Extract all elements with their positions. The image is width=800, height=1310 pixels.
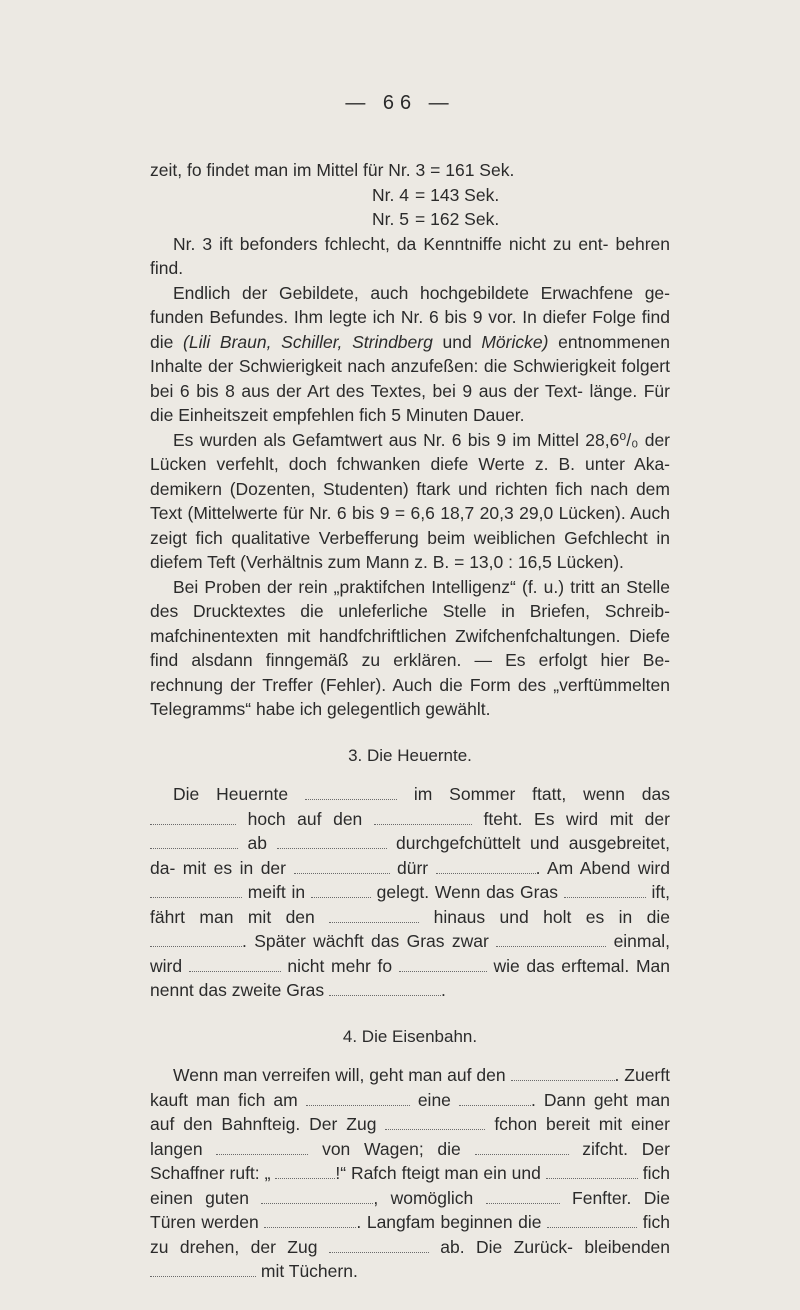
s4-w19: bleibenden xyxy=(584,1236,671,1257)
section-3-heading: 3. Die Heuernte. xyxy=(348,745,472,765)
s3-w4: fteht. Es wird mit der xyxy=(483,808,670,829)
s3-blank-3[interactable] xyxy=(374,812,472,825)
intro-row-3-eq: = xyxy=(415,209,426,229)
intro-row-1-nr: Nr. 3 xyxy=(388,160,426,180)
s3-w2: im Sommer ftatt, wenn das xyxy=(413,784,670,804)
s4-blank-9[interactable] xyxy=(261,1191,373,1204)
s4-w17: fich zu drehen, der Zug xyxy=(150,1212,671,1257)
s3-blank-15[interactable] xyxy=(399,959,487,972)
s3-blank-13[interactable] xyxy=(496,934,606,947)
s3-w12: ift, fährt man mit den xyxy=(150,882,670,927)
s4-blank-8[interactable] xyxy=(546,1166,638,1179)
s4-w3: Zuerft kauft man fich am xyxy=(150,1065,670,1110)
s4-w15: Fenfter. Die Türen werden xyxy=(150,1187,670,1232)
s4-blank-13[interactable] xyxy=(329,1240,429,1253)
intro-row-3-val: 162 Sek. xyxy=(430,209,500,229)
s4-blank-4[interactable] xyxy=(385,1117,485,1130)
s4-w11: Der Schaffner ruft: „ xyxy=(150,1138,670,1183)
paragraph-2-moricke: Möricke) xyxy=(481,331,549,352)
s3-w8: dürr xyxy=(397,857,429,878)
s4-w1: Wenn man verreifen will, geht man auf den xyxy=(173,1065,506,1085)
intro-row-3-nr: Nr. 5 xyxy=(372,209,409,229)
text-body xyxy=(150,158,670,1284)
paragraph-2 xyxy=(150,281,670,428)
intro-prefix: zeit, fo findet man im Mittel für xyxy=(150,160,384,180)
s4-blank-1[interactable] xyxy=(511,1068,615,1081)
s3-w14: . Später wächft das Gras zwar xyxy=(242,931,489,951)
s3-w10: meift in xyxy=(247,882,306,902)
s4-w13: fich einen guten xyxy=(150,1163,670,1208)
intro-line xyxy=(150,158,670,183)
s3-blank-5[interactable] xyxy=(277,836,387,849)
s3-blank-12[interactable] xyxy=(150,934,242,947)
intro-row-2-eq: = xyxy=(415,184,426,205)
s3-w3: hoch auf den xyxy=(247,808,363,829)
s3-blank-2[interactable] xyxy=(150,812,236,825)
s3-blank-16[interactable] xyxy=(329,983,441,996)
s4-blank-6[interactable] xyxy=(475,1142,569,1155)
s3-w11: gelegt. Wenn das Gras xyxy=(376,882,558,902)
s4-w18: ab. Die Zurück- xyxy=(440,1236,573,1257)
s3-blank-11[interactable] xyxy=(329,910,419,923)
section-4-cloze xyxy=(150,1063,670,1284)
s4-w6: geht man auf den Bahnfteig. Der Zug xyxy=(150,1089,670,1134)
s3-blank-7[interactable] xyxy=(436,861,536,874)
s3-blank-14[interactable] xyxy=(189,959,281,972)
s4-blank-7[interactable] xyxy=(275,1166,335,1179)
intro-row-2-nr: Nr. 4 xyxy=(372,184,409,205)
intro-row-1-val: 161 Sek. xyxy=(445,160,515,180)
s3-w6: durchgefchüttelt und ausgebreitet, da- xyxy=(150,833,670,878)
s4-w14: , womöglich xyxy=(373,1187,474,1208)
s4-w7: fchon bereit xyxy=(494,1114,590,1134)
intro-row-1-eq: = xyxy=(430,160,441,180)
s3-w7: mit es in der xyxy=(182,857,286,878)
s4-blank-5[interactable] xyxy=(216,1142,308,1155)
s3-w9: . Am Abend wird xyxy=(535,857,670,878)
intro-row-2 xyxy=(150,183,670,208)
s4-blank-3[interactable] xyxy=(459,1093,531,1106)
s4-blank-11[interactable] xyxy=(264,1215,356,1228)
paragraph-4: Bei Proben der rein „praktifchen Intelligenz“ (f. u.) tritt an Stelle des Drucktextes die unleferliche Stelle in Briefen, Schreib- mafchinentexten mit handfchriftlichen Zwifchenfchaltungen. Diefe find alsdann finngemäß zu erklären. — Es erfolgt hier Be- rechnung der Treffer (Fehler). Auch die Form des „verftümmelten Telegramms“ habe ich gelegentlich gewählt. xyxy=(150,576,670,719)
s3-w19: Man nennt das zweite Gras xyxy=(150,955,670,1000)
paragraph-3: Es wurden als Gefamtwert aus Nr. 6 bis 9 im Mittel 28,6⁰/₀ der Lücken verfehlt, doch fchwanken diefe Werte z. B. unter Aka- demikern (Dozenten, Studenten) ftark und richten fich nach dem Text (Mittelwerte für Nr. 6 bis 9 = 6,6 18,7 20,3 29,0 Lücken). Auch zeigt fich qualitative Verbefferung beim weiblichen Gefchlecht in diefem Teft (Verhältnis zum Mann z. B. = 13,0 : 16,5 Lücken). xyxy=(150,429,670,572)
paragraph-2-names: (Lili Braun, Schiller, Strindberg xyxy=(183,331,433,352)
s3-blank-10[interactable] xyxy=(564,885,646,898)
paragraph-2-und: und xyxy=(432,331,482,352)
s3-blank-6[interactable] xyxy=(294,861,390,874)
s3-w15: einmal, xyxy=(613,931,670,951)
s3-w13: hinaus und holt es in die xyxy=(433,906,671,927)
s3-w16: wird xyxy=(150,955,183,976)
s3-w18: wie das erftemal. xyxy=(493,955,630,976)
s4-w9: von Wagen; die xyxy=(322,1138,461,1159)
s3-w5: ab xyxy=(247,833,267,853)
s3-blank-1[interactable] xyxy=(305,787,397,800)
s3-w17: nicht mehr fo xyxy=(287,955,393,976)
paragraph-2-b: entnommenen Inhalte der Schwierigkeit nach anzufeßen: die Schwierigkeit folgert bei 6 bis 8 aus der Art des Textes, bei 9 aus der Text- länge. Für die Einheitszeit empfehlen fich 5 Minuten Dauer. xyxy=(150,331,670,425)
intro-row-2-val: 143 Sek. xyxy=(430,184,500,205)
s4-blank-14[interactable] xyxy=(150,1264,256,1277)
intro-row-3 xyxy=(150,207,670,232)
s3-blank-8[interactable] xyxy=(150,885,242,898)
s3-blank-9[interactable] xyxy=(311,885,371,898)
s4-w4: eine xyxy=(417,1089,451,1110)
s4-blank-12[interactable] xyxy=(547,1215,637,1228)
section-4-heading: 4. Die Eisenbahn. xyxy=(342,1026,478,1046)
s4-blank-2[interactable] xyxy=(306,1093,410,1106)
page-number: — 66 — xyxy=(345,92,455,114)
s4-w10: zifcht. xyxy=(582,1138,628,1159)
s4-w5: . Dann xyxy=(530,1089,586,1110)
paragraph-1: Nr. 3 ift befonders fchlecht, da Kenntniffe nicht zu ent- behren find. xyxy=(150,233,670,278)
s4-w16: . Langfam beginnen die xyxy=(356,1212,542,1232)
s3-w20: . xyxy=(441,980,446,1000)
paragraph-2-a: Endlich der Gebildete, auch hochgebildete Erwachfene ge- funden Befundes. Ihm legte ich Nr. 6 bis 9 vor. In diefer Folge find die xyxy=(150,282,670,352)
s4-w12: !“ Rafch fteigt man ein und xyxy=(335,1163,541,1183)
s4-blank-10[interactable] xyxy=(486,1191,560,1204)
s3-blank-4[interactable] xyxy=(150,836,238,849)
s4-w20: mit Tüchern. xyxy=(260,1261,358,1281)
s3-w1: Die Heuernte xyxy=(173,784,289,804)
s4-w2: . xyxy=(614,1065,620,1085)
section-3-cloze xyxy=(150,782,670,1003)
s4-w8: mit einer langen xyxy=(150,1114,670,1159)
